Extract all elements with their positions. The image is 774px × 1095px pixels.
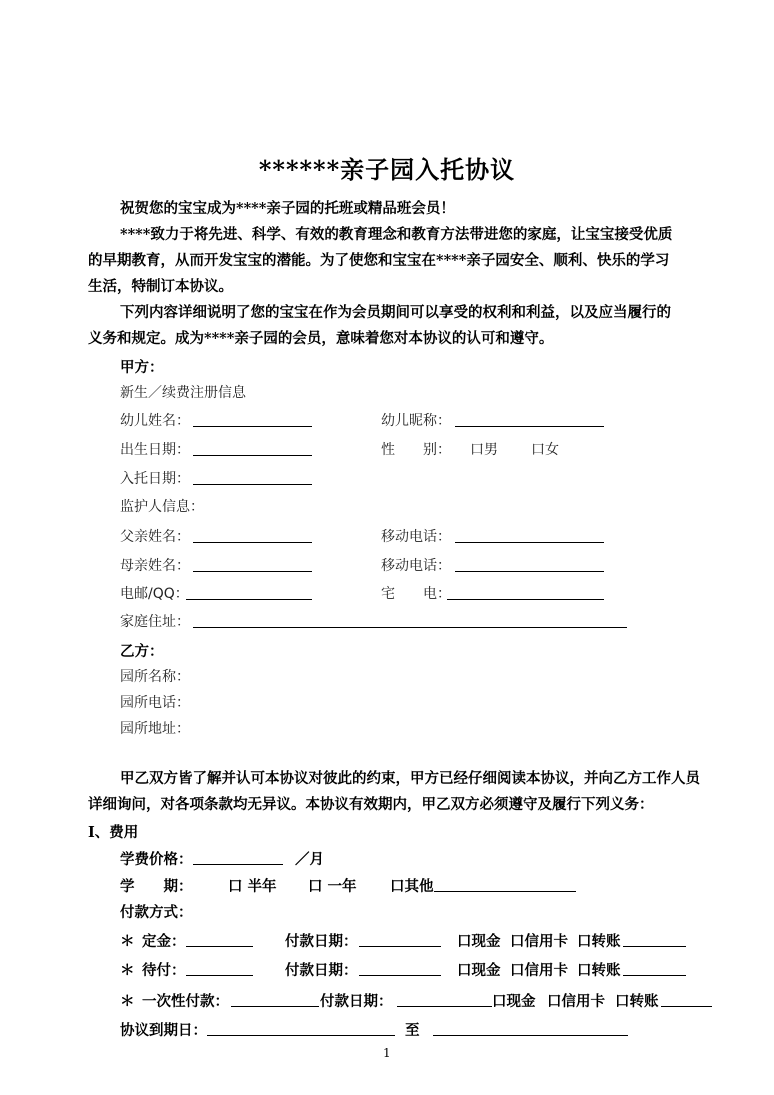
lump-sum-credit-checkbox[interactable]: 口信用卡 bbox=[547, 993, 605, 1010]
school-name-label: 园所名称： bbox=[120, 669, 190, 685]
intro-p2-line2: 的早期教育，从而开发宝宝的潜能。为了使您和宝宝在****亲子园安全、顺利、快乐的学习 bbox=[88, 252, 670, 269]
one-year-checkbox[interactable]: 口 一年 bbox=[308, 878, 357, 895]
payment-method-label: 付款方式： bbox=[120, 904, 193, 921]
lump-sum-label: 一次性付款： bbox=[142, 993, 229, 1010]
child-name-label: 幼儿姓名： bbox=[120, 413, 190, 429]
enroll-date-field[interactable] bbox=[193, 484, 312, 485]
expiry-to-label: 至 bbox=[405, 1022, 420, 1039]
fees-heading: Ⅰ、费用 bbox=[88, 824, 139, 841]
child-nickname-label: 幼儿昵称： bbox=[381, 413, 451, 429]
address-field[interactable] bbox=[193, 627, 627, 628]
deposit-label: 定金： bbox=[142, 933, 186, 950]
gender-label: 性 别： bbox=[381, 442, 451, 458]
home-phone-label: 宅 电： bbox=[381, 586, 451, 602]
deposit-transfer-field[interactable] bbox=[623, 946, 686, 947]
father-mobile-field[interactable] bbox=[455, 542, 604, 543]
party-a-heading: 甲方： bbox=[120, 359, 164, 376]
deposit-cash-checkbox[interactable]: 口现金 bbox=[457, 933, 501, 950]
deposit-pay-date-label: 付款日期： bbox=[285, 933, 358, 950]
lump-sum-pay-date-field[interactable] bbox=[397, 1006, 492, 1007]
enroll-date-label: 入托日期： bbox=[120, 471, 190, 487]
agreement-line2: 详细询问，对各项条款均无异议。本协议有效期内，甲乙双方必须遵守及履行下列义务： bbox=[88, 796, 654, 813]
child-nickname-field[interactable] bbox=[455, 426, 604, 427]
expiry-start-field[interactable] bbox=[207, 1035, 395, 1036]
pending-credit-checkbox[interactable]: 口信用卡 bbox=[510, 962, 568, 979]
email-qq-label: 电邮/QQ： bbox=[120, 586, 189, 602]
pending-star: ＊ bbox=[120, 962, 135, 979]
school-phone-label: 园所电话： bbox=[120, 695, 190, 711]
intro-p2-line3: 生活，特制订本协议。 bbox=[88, 278, 233, 295]
mother-name-field[interactable] bbox=[193, 571, 312, 572]
birth-date-field[interactable] bbox=[193, 455, 312, 456]
lump-sum-pay-date-label: 付款日期： bbox=[320, 993, 393, 1010]
child-name-field[interactable] bbox=[193, 426, 312, 427]
father-name-label: 父亲姓名： bbox=[120, 529, 190, 545]
intro-p3-line1: 下列内容详细说明了您的宝宝在作为会员期间可以享受的权利和利益，以及应当履行的 bbox=[120, 304, 671, 321]
lump-sum-field[interactable] bbox=[231, 1006, 319, 1007]
pending-transfer-checkbox[interactable]: 口转账 bbox=[577, 962, 621, 979]
school-address-label: 园所地址： bbox=[120, 721, 190, 737]
tuition-label: 学费价格： bbox=[120, 851, 193, 868]
other-term-field[interactable] bbox=[434, 891, 576, 892]
term-label: 学 期： bbox=[120, 878, 193, 895]
lump-sum-transfer-checkbox[interactable]: 口转账 bbox=[615, 993, 659, 1010]
per-month-label: ／月 bbox=[295, 851, 324, 868]
guardian-info-label: 监护人信息： bbox=[120, 499, 204, 515]
tuition-field[interactable] bbox=[193, 864, 283, 865]
mother-mobile-field[interactable] bbox=[455, 571, 604, 572]
pending-label: 待付： bbox=[142, 962, 186, 979]
gender-male-checkbox[interactable]: 口男 bbox=[470, 442, 498, 458]
mother-mobile-label: 移动电话： bbox=[381, 558, 451, 574]
pending-cash-checkbox[interactable]: 口现金 bbox=[457, 962, 501, 979]
deposit-transfer-checkbox[interactable]: 口转账 bbox=[577, 933, 621, 950]
address-label: 家庭住址： bbox=[120, 614, 190, 630]
father-name-field[interactable] bbox=[193, 542, 312, 543]
expiry-end-field[interactable] bbox=[433, 1035, 628, 1036]
intro-p3-line2: 义务和规定。成为****亲子园的会员，意味着您对本协议的认可和遵守。 bbox=[88, 330, 554, 347]
pending-field[interactable] bbox=[186, 975, 253, 976]
birth-date-label: 出生日期： bbox=[120, 442, 190, 458]
other-term-checkbox[interactable]: 口其他 bbox=[390, 878, 434, 895]
intro-p1: 祝贺您的宝宝成为****亲子园的托班或精品班会员！ bbox=[120, 200, 455, 217]
gender-female-checkbox[interactable]: 口女 bbox=[531, 442, 559, 458]
deposit-pay-date-field[interactable] bbox=[359, 946, 441, 947]
pending-transfer-field[interactable] bbox=[623, 975, 686, 976]
half-year-checkbox[interactable]: 口 半年 bbox=[228, 878, 277, 895]
deposit-star: ＊ bbox=[120, 933, 135, 950]
lump-sum-transfer-field[interactable] bbox=[661, 1006, 712, 1007]
pending-pay-date-label: 付款日期： bbox=[285, 962, 358, 979]
mother-name-label: 母亲姓名： bbox=[120, 558, 190, 574]
expiry-label: 协议到期日： bbox=[120, 1022, 207, 1039]
deposit-field[interactable] bbox=[186, 946, 253, 947]
agreement-line1: 甲乙双方皆了解并认可本协议对彼此的约束，甲方已经仔细阅读本协议，并向乙方工作人员 bbox=[120, 770, 700, 787]
page-title: ******亲子园入托协议 bbox=[258, 155, 516, 184]
party-b-heading: 乙方： bbox=[120, 643, 164, 660]
father-mobile-label: 移动电话： bbox=[381, 529, 451, 545]
deposit-credit-checkbox[interactable]: 口信用卡 bbox=[510, 933, 568, 950]
page-number: 1 bbox=[383, 1046, 391, 1060]
intro-p2-line1: ****致力于将先进、科学、有效的教育理念和教育方法带进您的家庭，让宝宝接受优质 bbox=[120, 226, 673, 243]
registration-section-label: 新生／续费注册信息 bbox=[120, 385, 246, 401]
lump-sum-star: ＊ bbox=[120, 993, 135, 1010]
email-qq-field[interactable] bbox=[186, 599, 312, 600]
pending-pay-date-field[interactable] bbox=[359, 975, 441, 976]
home-phone-field[interactable] bbox=[447, 599, 604, 600]
lump-sum-cash-checkbox[interactable]: 口现金 bbox=[492, 993, 536, 1010]
